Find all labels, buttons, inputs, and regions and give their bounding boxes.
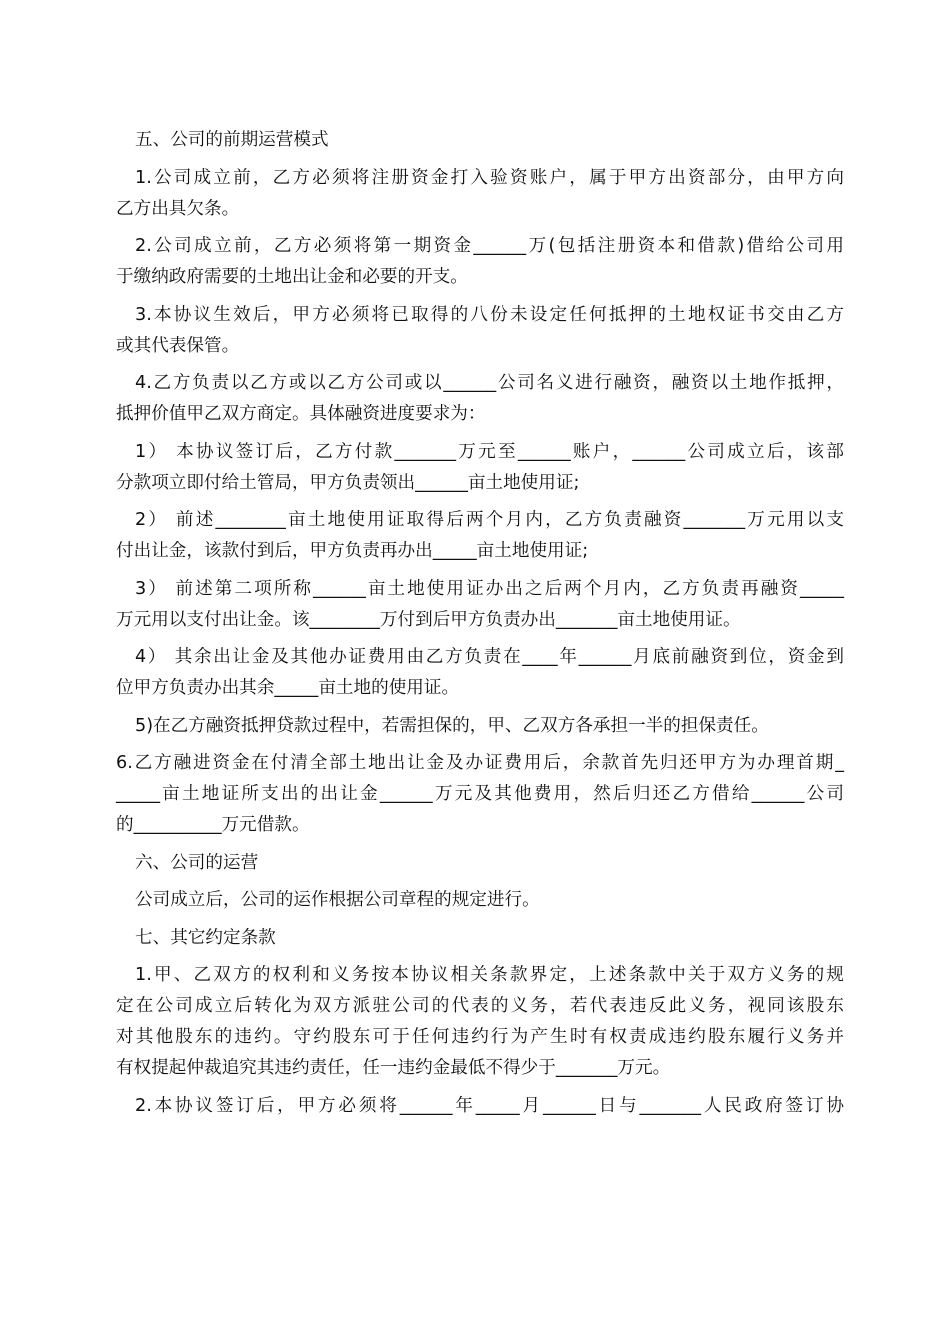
item-2-line-2: 付出让金，该款付到后，甲方负责再办出_____亩土地使用证; [116, 541, 589, 561]
other-clause-1-line-4: 有权提起仲裁追究其违约责任，任一违约金最低不得少于_______万元。 [116, 1058, 671, 1078]
section-heading-operation: 六、公司的运营 [135, 852, 259, 873]
clause-3-line-2: 或其代表保管。 [116, 335, 240, 356]
other-clause-1-line-1: 1.甲、乙双方的权利和义务按本协议相关条款界定，上述条款中关于双方义务的规 [135, 965, 844, 985]
item-5-line-1: 5)在乙方融资抵押贷款过程中，若需担保的，甲、乙双方各承担一半的担保责任。 [135, 715, 769, 736]
section-heading-other-terms: 七、其它约定条款 [135, 927, 276, 948]
clause-2-line-2: 于缴纳政府需要的土地出让金和必要的开支。 [116, 267, 468, 287]
item-4-line-1: 4） 其余出让金及其他办证费用由乙方负责在____年______月底前融资到位，资金到 [135, 647, 844, 667]
item-1-line-1: 1） 本协议签订后，乙方付款_______万元至______账户，______公司成立后，该部 [135, 441, 844, 462]
clause-6-line-1: 6.乙方融进资金在付清全部土地出让金及办证费用后，余款首先归还甲方为办理首期_ [116, 753, 844, 773]
operation-paragraph: 公司成立后，公司的运作根据公司章程的规定进行。 [135, 890, 540, 910]
clause-4-line-2: 抵押价值甲乙双方商定。具体融资进度要求为： [116, 404, 486, 424]
item-4-line-2: 位甲方负责办出其余_____亩土地的使用证。 [116, 678, 460, 698]
other-clause-1-line-3: 对其他股东的违约。守约股东可于任何违约行为产生时有权责成违约股东履行义务并 [116, 1027, 844, 1047]
document-body [116, 125, 844, 1122]
clause-4-line-1: 4.乙方负责以乙方或以乙方公司或以______公司名义进行融资，融资以土地作抵押， [135, 373, 844, 393]
item-3-line-2: 万元用以支付出让金。该________万付到后甲方负责办出_______亩土地使用证。 [116, 609, 741, 630]
item-3-line-1: 3） 前述第二项所称______亩土地使用证办出之后两个月内，乙方负责再融资_____ [135, 578, 844, 599]
clause-6-line-2: _____亩土地证所支出的出让金______万元及其他费用，然后归还乙方借给______公司 [116, 784, 844, 804]
clause-3-line-1: 3.本协议生效后，甲方必须将已取得的八份未设定任何抵押的土地权证书交由乙方 [135, 304, 844, 325]
clause-1-line-2: 乙方出具欠条。 [116, 198, 240, 219]
section-heading-early-operation: 五、公司的前期运营模式 [135, 130, 329, 150]
item-2-line-1: 2） 前述________亩土地使用证取得后两个月内，乙方负责融资_______万元用以支 [135, 510, 844, 530]
clause-2-line-1: 2.公司成立前，乙方必须将第一期资金______万(包括注册资本和借款)借给公司用 [135, 236, 844, 256]
clause-1-line-1: 1.公司成立前，乙方必须将注册资金打入验资账户，属于甲方出资部分，由甲方向 [135, 167, 844, 188]
item-1-line-2: 分款项立即付给土管局，甲方负责领出______亩土地使用证; [116, 472, 580, 493]
other-clause-1-line-2: 定在公司成立后转化为双方派驻公司的代表的义务，若代表违反此义务，视同该股东 [116, 996, 844, 1016]
clause-6-line-3: 的__________万元借款。 [116, 815, 310, 835]
other-clause-2-line-1: 2.本协议签订后，甲方必须将______年_____月______日与_______人民政府签订协 [135, 1095, 844, 1116]
